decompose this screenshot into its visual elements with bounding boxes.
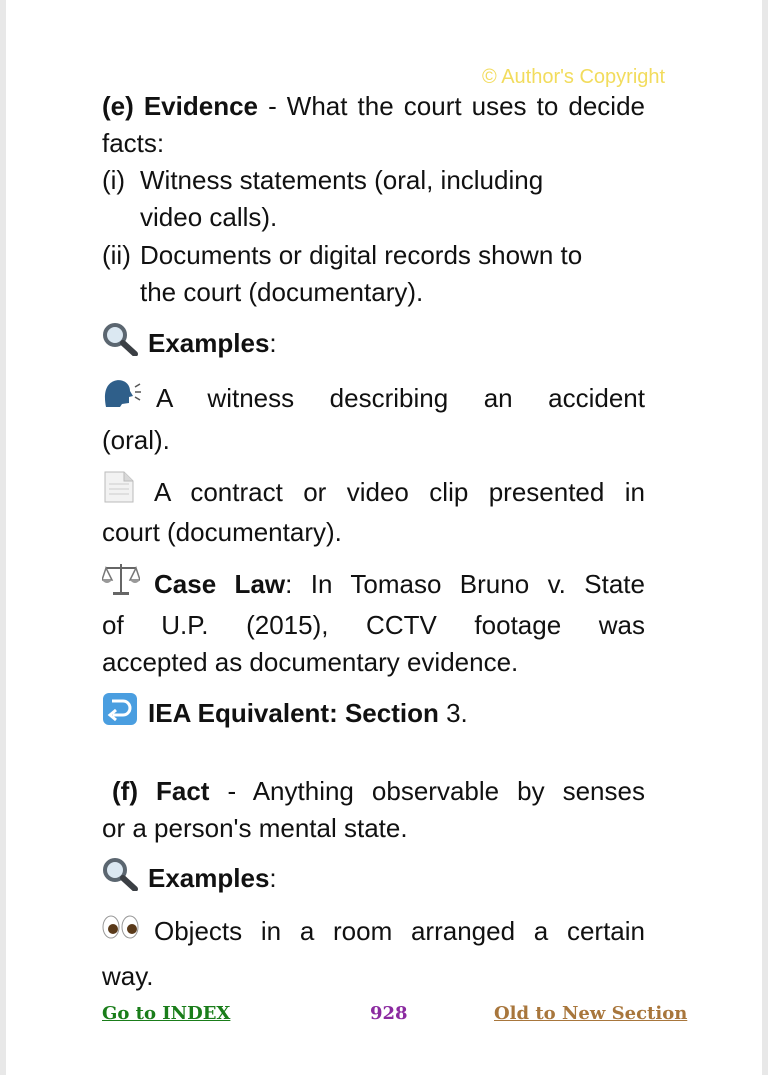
item-text-line1: Witness statements (oral, including	[140, 165, 544, 195]
examples-label: Examples	[148, 328, 270, 358]
magnifying-glass-icon	[102, 857, 138, 901]
case-law-line3: accepted as documentary evidence.	[102, 647, 519, 677]
examples-heading-2	[102, 857, 645, 901]
scales-icon	[102, 562, 140, 606]
item-text-line1: Documents or digital records shown to	[140, 240, 583, 270]
item-number: (ii)	[102, 240, 131, 270]
evidence-item-1	[102, 162, 645, 236]
fact-paragraph	[112, 773, 645, 810]
example-documentary	[102, 470, 645, 514]
go-to-index-link[interactable]: Go to INDEX	[102, 1003, 231, 1024]
evidence-intro: - What the court uses to decide facts:	[102, 91, 645, 158]
case-law-line2: of U.P. (2015), CCTV footage was	[102, 610, 645, 640]
iea-value: 3.	[438, 698, 468, 728]
iea-equivalent	[102, 692, 645, 736]
iea-label: IEA Equivalent: Section	[148, 698, 439, 728]
page-number: 928	[370, 1003, 408, 1024]
magnifying-glass-icon	[102, 322, 138, 366]
example-oral-line2: (oral).	[102, 425, 170, 455]
case-law-label: Case Law	[154, 568, 286, 599]
fact-heading: (f) Fact	[112, 776, 210, 806]
evidence-item-2	[102, 237, 645, 311]
examples-colon: :	[269, 328, 277, 358]
fact-line1: - Anything observable by senses	[209, 776, 645, 806]
example-doc-line2: court (documentary).	[102, 517, 342, 547]
examples-colon: :	[269, 863, 277, 893]
item-text-line2: the court (documentary).	[140, 277, 424, 307]
document-icon	[102, 470, 136, 514]
item-text-line2: video calls).	[140, 202, 278, 232]
copyright-watermark: © Author's Copyright	[482, 66, 666, 88]
item-number: (i)	[102, 165, 126, 195]
evidence-heading: (e) Evidence	[102, 91, 259, 121]
example-oral	[102, 377, 645, 419]
fact-line2: or a person's mental state.	[102, 813, 408, 843]
return-arrow-icon	[102, 692, 138, 736]
old-to-new-section-link[interactable]: Old to New Section	[494, 1003, 688, 1024]
case-law	[102, 562, 645, 606]
example-eyes-line2: way.	[102, 961, 154, 991]
evidence-paragraph	[102, 88, 645, 162]
example-oral-line1: A witness describing an accident	[156, 382, 645, 413]
example-eyes-line1: Objects in a room arranged a certain	[154, 916, 645, 946]
examples-label: Examples	[148, 863, 270, 893]
speaking-head-icon	[102, 377, 142, 419]
example-doc-line1: A contract or video clip presented in	[154, 476, 645, 507]
examples-heading	[102, 322, 645, 366]
case-law-text: : In Tomaso Bruno v. State	[285, 568, 645, 599]
eyes-icon	[102, 913, 140, 950]
case-law-line1	[154, 566, 645, 603]
example-eyes	[102, 913, 645, 950]
